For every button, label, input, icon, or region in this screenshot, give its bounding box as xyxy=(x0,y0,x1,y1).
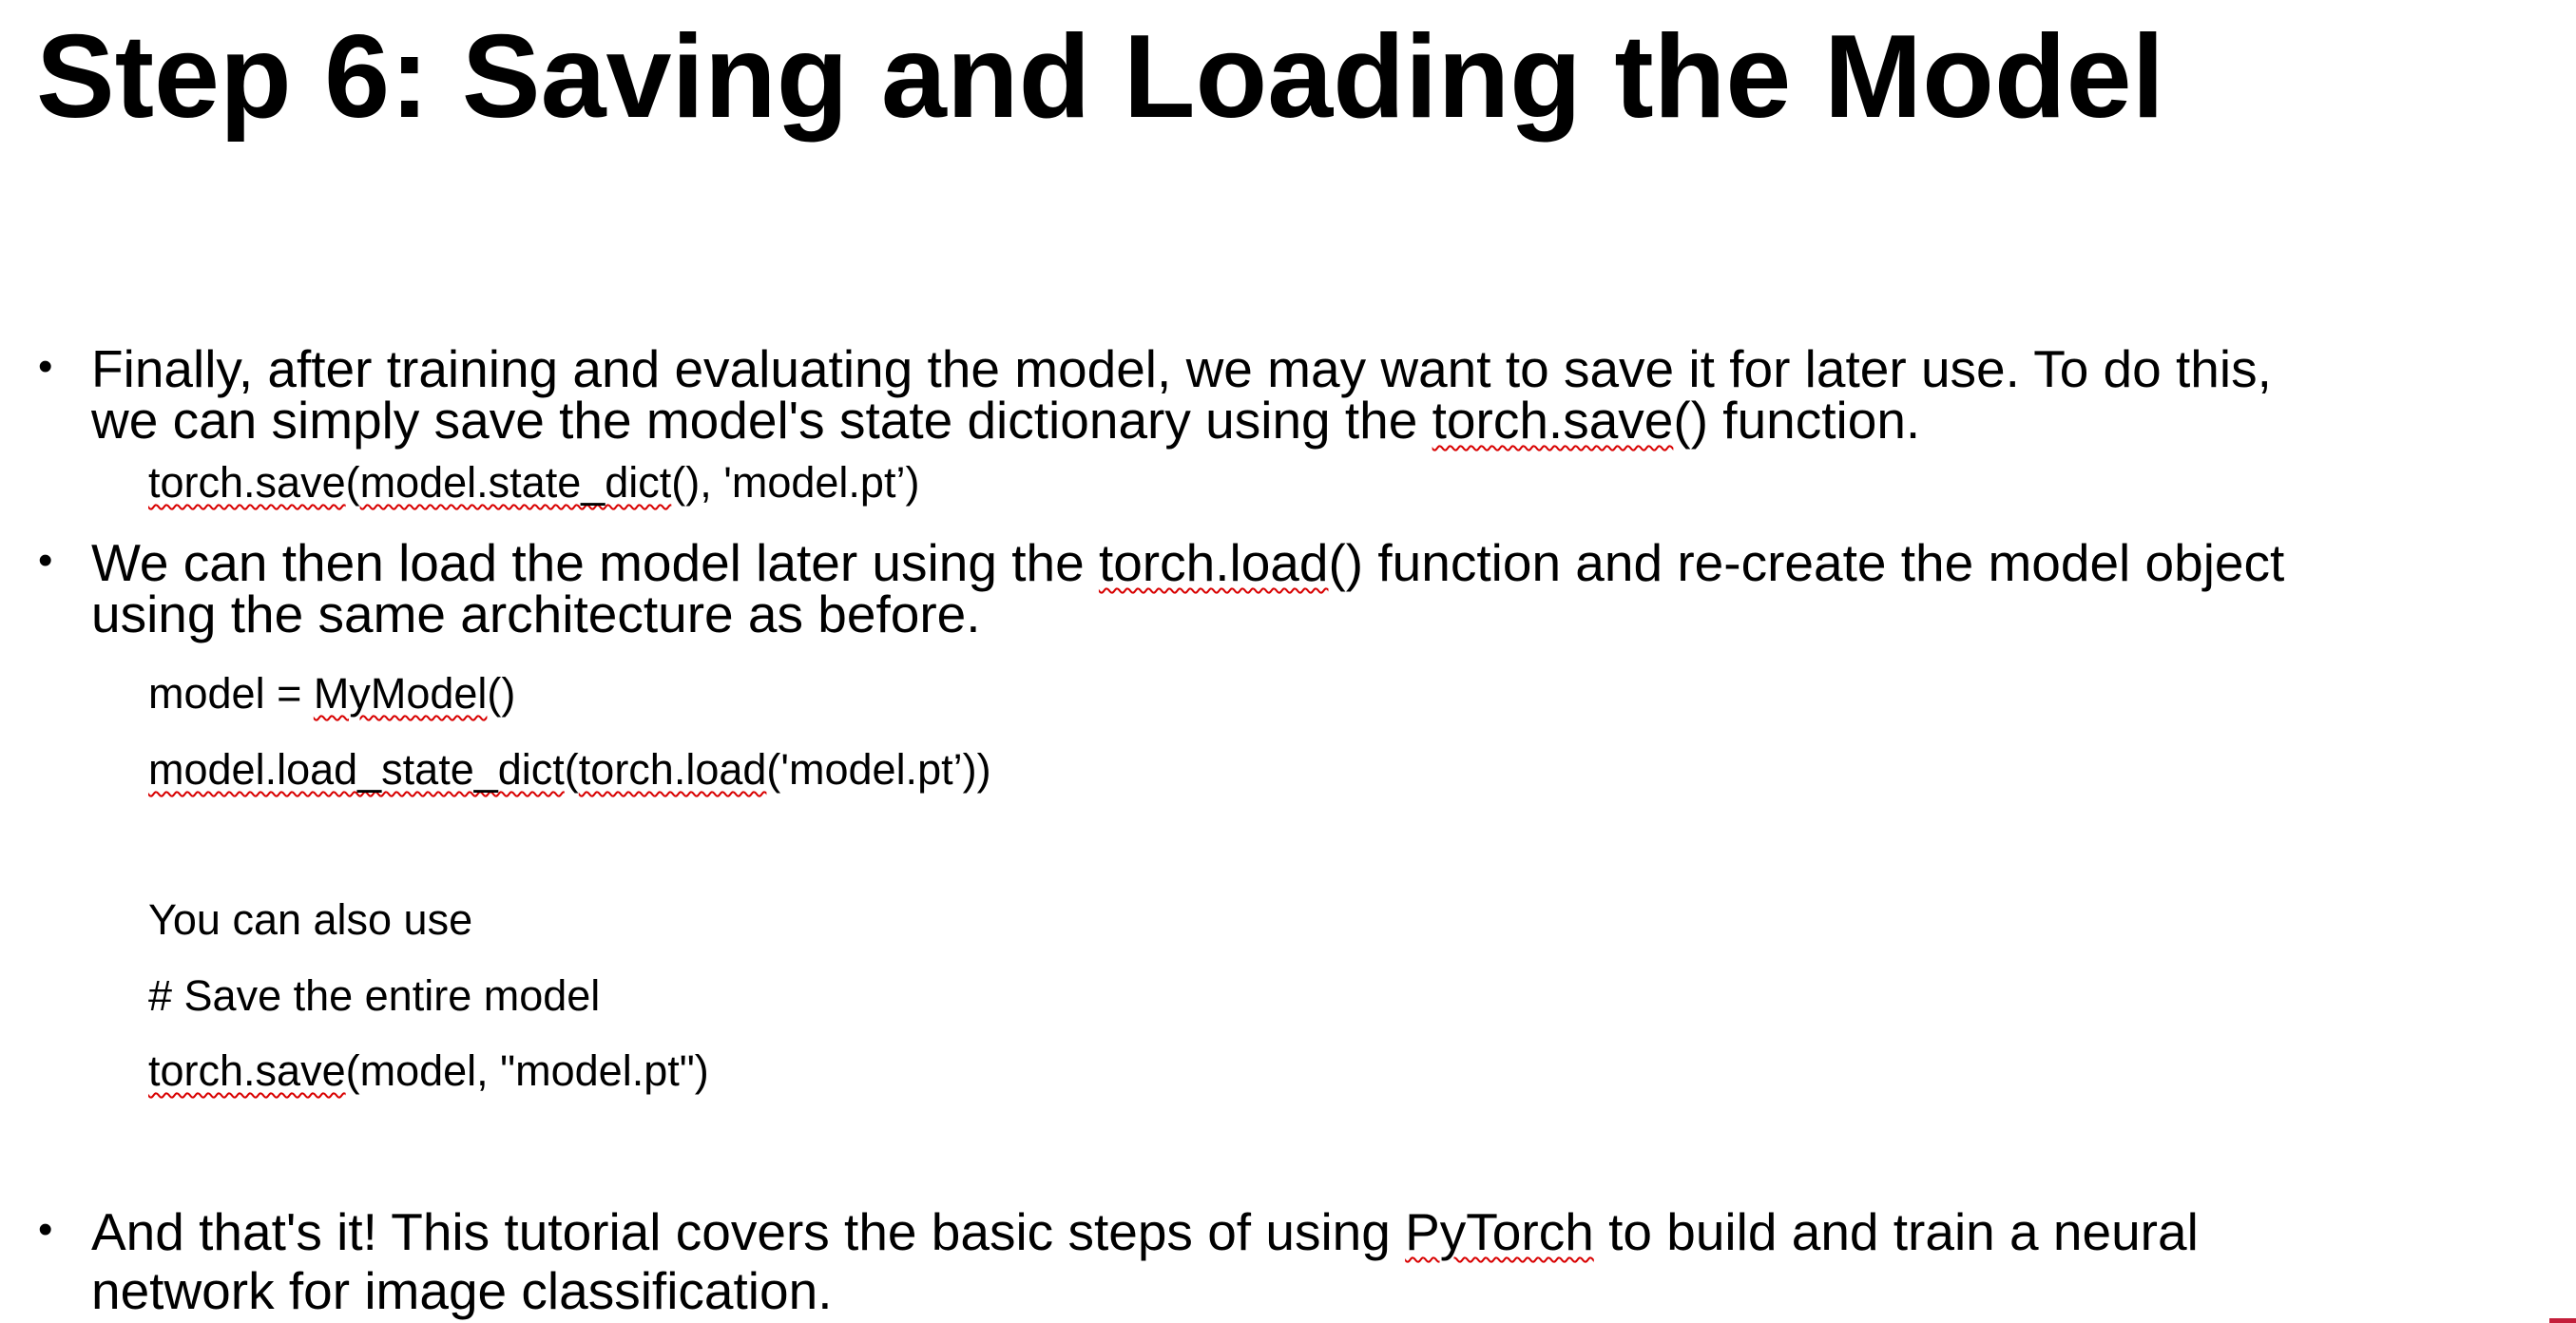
torch-save-inline-code: torch.save xyxy=(1432,391,1674,450)
load-state-dict-code xyxy=(148,745,2240,795)
footer-accent xyxy=(2549,1318,2576,1323)
bullet-1-line-2 xyxy=(91,391,2548,450)
save-entire-model-code xyxy=(148,1046,2240,1096)
bullet-2-dot: • xyxy=(38,537,53,584)
load-paren: ( xyxy=(564,745,579,794)
bullet-3-text-end: to build and train a neural xyxy=(1593,1202,2199,1261)
bullet-3-line-1 xyxy=(91,1202,2548,1261)
bullet-1-text: we can simply save the model's state dictionary using the xyxy=(91,391,1432,450)
bullet-3-dot: • xyxy=(38,1206,53,1253)
bullet-2-text-end: () function and re-create the model object xyxy=(1328,533,2285,592)
save-entire-model-comment: # Save the entire model xyxy=(148,971,601,1020)
model-create-code xyxy=(148,669,2240,719)
load-state-dict-method: model.load_state_dict xyxy=(148,745,565,794)
torch-load-code: torch.load xyxy=(578,745,767,794)
model-assignment: model = xyxy=(148,669,314,718)
bullet-3-text: And that's it! This tutorial covers the basic steps of using xyxy=(91,1202,1406,1261)
mymodel-code: MyModel xyxy=(313,669,488,718)
bullet-1-line-1: Finally, after training and evaluating the model, we may want to save it for later use. To do this, xyxy=(91,339,2272,398)
code-args: (), 'model.pt’) xyxy=(671,458,920,507)
bullet-2-line-2: using the same architecture as before. xyxy=(91,585,981,643)
bullet-1-dot: • xyxy=(38,343,53,390)
slide-title: Step 6: Saving and Loading the Model xyxy=(36,11,2165,143)
mymodel-call: () xyxy=(487,669,516,718)
bullet-1-text-end: () function. xyxy=(1673,391,1921,450)
torch-save-code: torch.save xyxy=(148,458,346,507)
load-args: ('model.pt’)) xyxy=(766,745,991,794)
bullet-2-text: We can then load the model later using the xyxy=(91,533,1099,592)
also-use-text: You can also use xyxy=(148,895,473,944)
save-state-dict-code xyxy=(148,458,2240,508)
torch-save-entire-code: torch.save xyxy=(148,1046,346,1095)
pytorch-term: PyTorch xyxy=(1405,1202,1594,1261)
torch-load-inline-code: torch.load xyxy=(1098,533,1329,592)
save-entire-args: (model, "model.pt") xyxy=(345,1046,709,1095)
bullet-3-line-2: network for image classification. xyxy=(91,1261,833,1320)
bullet-2-line-1 xyxy=(91,533,2548,592)
code-paren: ( xyxy=(345,458,360,507)
state-dict-code: model.state_dict xyxy=(359,458,672,507)
